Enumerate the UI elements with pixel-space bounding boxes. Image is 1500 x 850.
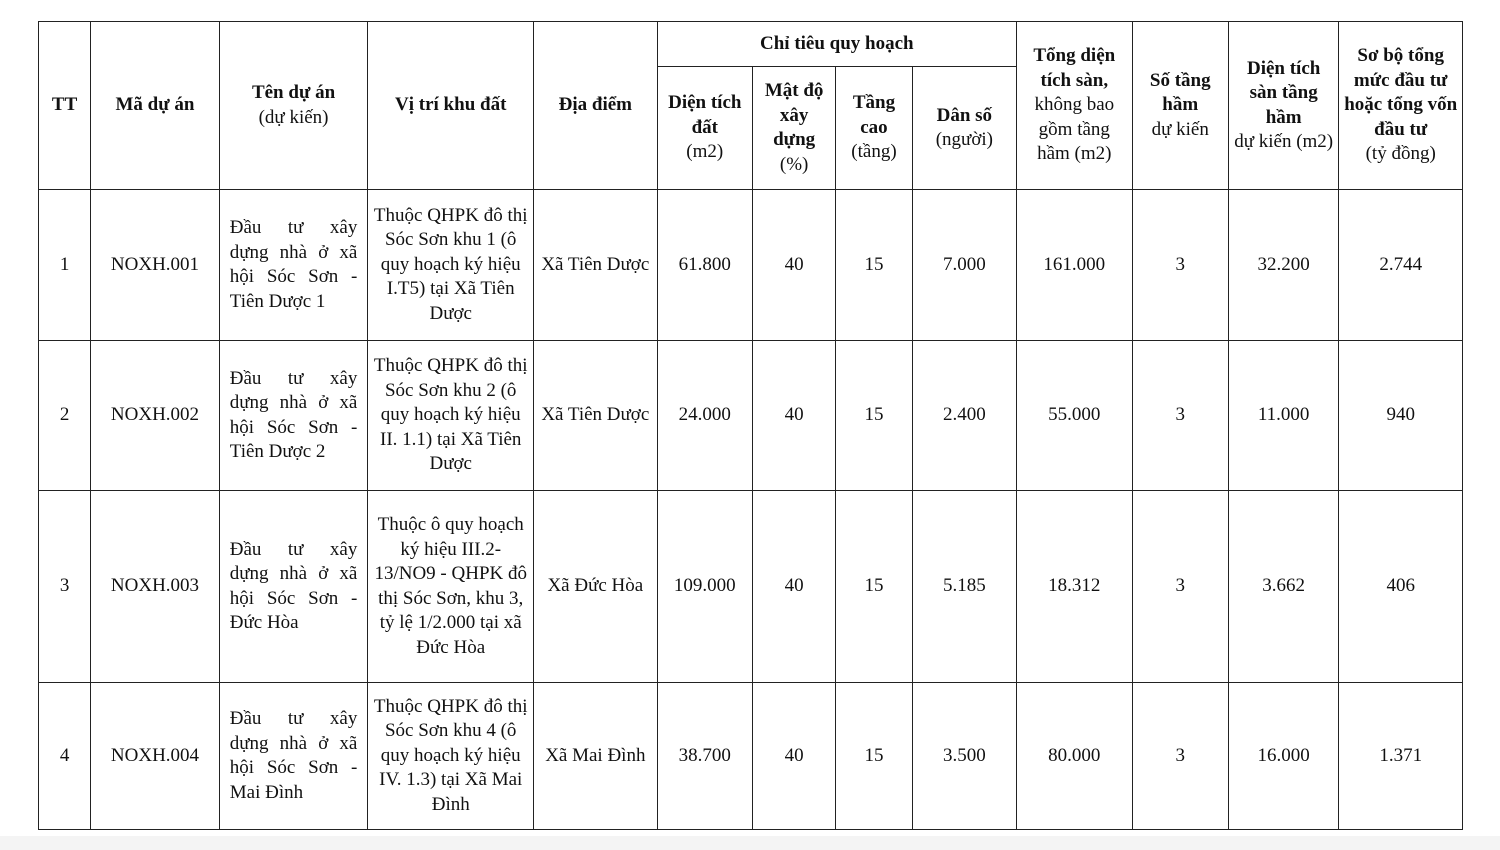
cell-tt: 1 [39, 190, 91, 341]
cell-ma: NOXH.001 [91, 190, 220, 341]
cell-tong-dt: 18.312 [1017, 491, 1132, 683]
header-tang-cao: Tầng cao (tầng) [836, 67, 912, 190]
header-dien-tich-ham: Diện tích sàn tầng hầm dự kiến (m2) [1228, 22, 1338, 190]
header-row-1 [39, 22, 1463, 67]
cell-tt: 4 [39, 683, 91, 830]
cell-tt: 2 [39, 341, 91, 491]
cell-dien-tich: 24.000 [657, 341, 752, 491]
header-dien-tich-dat: Diện tích đất (m2) [657, 67, 752, 190]
project-table [38, 21, 1463, 830]
cell-ten: Đầu tư xây dựng nhà ở xã hội Sóc Sơn - Tiên Dược 2 [219, 341, 368, 491]
header-ma-du-an: Mã dự án [91, 22, 220, 190]
cell-dan-so: 5.185 [912, 491, 1016, 683]
header-so-bo-von: Sơ bộ tổng mức đầu tư hoặc tổng vốn đầu tư (tỷ đồng) [1339, 22, 1463, 190]
cell-so-bo: 940 [1339, 341, 1463, 491]
cell-dt-ham: 32.200 [1228, 190, 1338, 341]
cell-so-ham: 3 [1132, 341, 1228, 491]
cell-so-ham: 3 [1132, 190, 1228, 341]
table-row [39, 683, 1463, 830]
cell-ten: Đầu tư xây dựng nhà ở xã hội Sóc Sơn - Mai Đình [219, 683, 368, 830]
cell-so-ham: 3 [1132, 683, 1228, 830]
cell-vi-tri: Thuộc QHPK đô thị Sóc Sơn khu 4 (ô quy hoạch ký hiệu IV. 1.3) tại Xã Mai Đình [368, 683, 534, 830]
cell-dan-so: 2.400 [912, 341, 1016, 491]
cell-ma: NOXH.003 [91, 491, 220, 683]
cell-mat-do: 40 [752, 491, 835, 683]
cell-dt-ham: 16.000 [1228, 683, 1338, 830]
cell-ten: Đầu tư xây dựng nhà ở xã hội Sóc Sơn - Tiên Dược 1 [219, 190, 368, 341]
cell-so-ham: 3 [1132, 491, 1228, 683]
cell-so-bo: 1.371 [1339, 683, 1463, 830]
cell-mat-do: 40 [752, 683, 835, 830]
cell-dan-so: 3.500 [912, 683, 1016, 830]
cell-mat-do: 40 [752, 341, 835, 491]
cell-dia-diem: Xã Tiên Dược [534, 341, 658, 491]
header-mat-do: Mật độ xây dựng (%) [752, 67, 835, 190]
cell-ma: NOXH.004 [91, 683, 220, 830]
cell-tong-dt: 161.000 [1017, 190, 1132, 341]
cell-tang-cao: 15 [836, 190, 912, 341]
cell-dan-so: 7.000 [912, 190, 1016, 341]
cell-ten: Đầu tư xây dựng nhà ở xã hội Sóc Sơn - Đức Hòa [219, 491, 368, 683]
cell-tt: 3 [39, 491, 91, 683]
cell-tang-cao: 15 [836, 491, 912, 683]
table-row [39, 190, 1463, 341]
cell-vi-tri: Thuộc QHPK đô thị Sóc Sơn khu 1 (ô quy hoạch ký hiệu I.T5) tại Xã Tiên Dược [368, 190, 534, 341]
cell-dt-ham: 11.000 [1228, 341, 1338, 491]
header-tong-dien-tich: Tổng diện tích sàn, không bao gồm tầng hầm (m2) [1017, 22, 1132, 190]
cell-tong-dt: 80.000 [1017, 683, 1132, 830]
cell-tang-cao: 15 [836, 341, 912, 491]
cell-ma: NOXH.002 [91, 341, 220, 491]
page-bottom-strip [0, 836, 1500, 850]
cell-tang-cao: 15 [836, 683, 912, 830]
cell-vi-tri: Thuộc ô quy hoạch ký hiệu III.2-13/NO9 - QHPK đô thị Sóc Sơn, khu 3, tỷ lệ 1/2.000 tại xã Đức Hòa [368, 491, 534, 683]
cell-dien-tich: 109.000 [657, 491, 752, 683]
cell-tong-dt: 55.000 [1017, 341, 1132, 491]
header-dan-so: Dân số (người) [912, 67, 1016, 190]
header-dia-diem: Địa điểm [534, 22, 658, 190]
cell-dien-tich: 61.800 [657, 190, 752, 341]
cell-vi-tri: Thuộc QHPK đô thị Sóc Sơn khu 2 (ô quy hoạch ký hiệu II. 1.1) tại Xã Tiên Dược [368, 341, 534, 491]
table-row [39, 341, 1463, 491]
cell-mat-do: 40 [752, 190, 835, 341]
cell-so-bo: 406 [1339, 491, 1463, 683]
table-row [39, 491, 1463, 683]
cell-dia-diem: Xã Mai Đình [534, 683, 658, 830]
header-tt: TT [39, 22, 91, 190]
cell-dia-diem: Xã Đức Hòa [534, 491, 658, 683]
cell-dien-tich: 38.700 [657, 683, 752, 830]
cell-so-bo: 2.744 [1339, 190, 1463, 341]
header-ten-du-an: Tên dự án (dự kiến) [219, 22, 368, 190]
header-chi-tieu: Chỉ tiêu quy hoạch [657, 22, 1016, 67]
header-so-tang-ham: Số tầng hầm dự kiến [1132, 22, 1228, 190]
cell-dt-ham: 3.662 [1228, 491, 1338, 683]
header-vi-tri: Vị trí khu đất [368, 22, 534, 190]
cell-dia-diem: Xã Tiên Dược [534, 190, 658, 341]
